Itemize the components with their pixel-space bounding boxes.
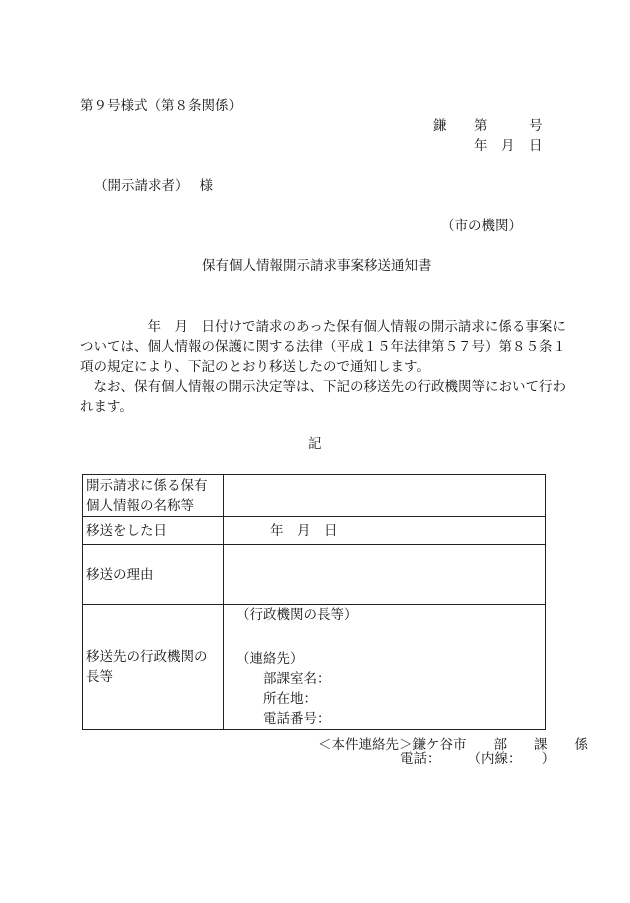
- row-value-destination: [224, 605, 546, 730]
- transfer-table: [82, 474, 546, 730]
- phone-line: 電話： （内線： ）: [400, 751, 556, 767]
- row-value-transfer-date: [224, 517, 546, 545]
- label-line: 移送先の行政機関の: [86, 649, 208, 665]
- label-line: 開示請求に係る保有: [86, 477, 208, 494]
- ref-kama: 鎌: [433, 118, 447, 134]
- body-line: れます。: [80, 399, 133, 415]
- sender-agency: （市の機関）: [441, 218, 522, 234]
- row-label-transfer-date: 移送をした日: [83, 517, 224, 545]
- body-line: ついては、個人情報の保護に関する法律（平成１５年法律第５７号）第８５条１: [80, 339, 566, 355]
- value-line: [236, 623, 542, 639]
- transfer-date-value: 年 月 日: [270, 522, 338, 539]
- date-nen: 年: [474, 138, 488, 154]
- date-hi: 日: [529, 138, 543, 154]
- table-row: [83, 517, 546, 545]
- value-line: 部課室名：: [236, 671, 331, 687]
- row-label-destination: [83, 605, 224, 730]
- body-line: 項の規定により、下記のとおり移送したので通知します。: [80, 359, 430, 375]
- table-row: [83, 475, 546, 517]
- form-number: 第９号様式（第８条関係）: [80, 98, 242, 114]
- ref-go: 号: [529, 118, 543, 134]
- body-line: なお、保有個人情報の開示決定等は、下記の移送先の行政機関等において行わ: [80, 379, 566, 395]
- notice-body: [80, 317, 566, 417]
- label-line: 長等: [86, 669, 113, 685]
- value-line: 所在地：: [236, 691, 317, 707]
- table-row: [83, 545, 546, 605]
- label-line: 個人情報の名称等: [86, 497, 194, 514]
- value-line: （連絡先）: [236, 651, 304, 667]
- value-line: 電話番号：: [236, 711, 331, 727]
- value-line: （行政機関の長等）: [236, 607, 358, 623]
- table-row: [83, 605, 546, 730]
- ref-dai: 第: [474, 118, 488, 134]
- document-title: 保有個人情報開示請求事案移送通知書: [202, 258, 432, 274]
- row-label-reason: 移送の理由: [83, 545, 224, 605]
- date-tsuki: 月: [501, 138, 515, 154]
- row-value-request-info: [224, 475, 546, 517]
- ki-heading: 記: [308, 436, 322, 452]
- contact-line: ＜本件連絡先＞鎌ケ谷市 部 課 係: [318, 737, 588, 753]
- body-line: 年 月 日付けで請求のあった保有個人情報の開示請求に係る事案に: [80, 319, 566, 335]
- value-line: [236, 639, 542, 649]
- addressee: （開示請求者） 様: [94, 178, 214, 194]
- row-label-request-info: [83, 475, 224, 517]
- row-value-reason: [224, 545, 546, 605]
